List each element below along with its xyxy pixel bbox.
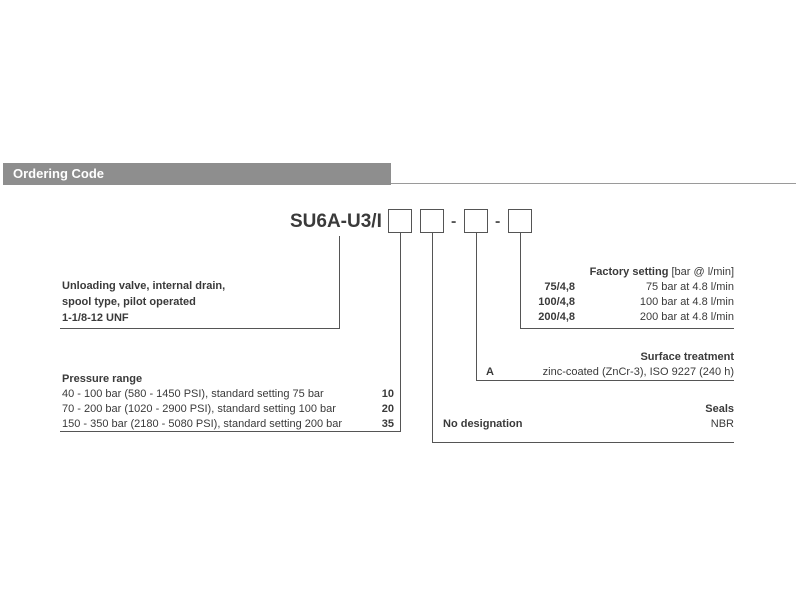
section-title: Ordering Code: [13, 166, 105, 181]
seals-value: NBR: [710, 418, 734, 430]
pressure-option-code: 20: [381, 403, 394, 415]
factory-setting-value: 100 bar at 4.8 l/min: [639, 296, 734, 308]
pressure-option-label: 40 - 100 bar (580 - 1450 PSI), standard setting 75 bar: [62, 388, 324, 400]
pressure-option-label: 70 - 200 bar (1020 - 2900 PSI), standard setting 100 bar: [62, 403, 336, 415]
seals-title: Seals: [705, 403, 734, 415]
code-separator: -: [451, 213, 457, 230]
factory-setting-code: 200/4,8: [538, 311, 575, 323]
surface-treatment-code: A: [486, 366, 494, 378]
code-box-pressure: [388, 209, 412, 233]
code-separator: -: [495, 213, 501, 230]
connector-line: [60, 328, 340, 329]
code-box-factory-setting: [508, 209, 532, 233]
surface-treatment-title: Surface treatment: [640, 351, 734, 363]
seals-designation: No designation: [443, 418, 523, 430]
connector-line: [60, 431, 401, 432]
factory-setting-unit: [bar @ l/min]: [671, 266, 734, 278]
pressure-range-title: Pressure range: [62, 373, 143, 385]
pressure-option-label: 150 - 350 bar (2180 - 5080 PSI), standard setting 200 bar: [62, 418, 343, 430]
connector-line: [432, 233, 433, 442]
factory-setting-header: [520, 265, 734, 279]
connector-line: [400, 233, 401, 431]
header-divider: [391, 183, 796, 184]
pressure-option-code: 10: [381, 388, 394, 400]
factory-setting-value: 200 bar at 4.8 l/min: [639, 311, 734, 323]
pressure-option-code: 35: [381, 418, 394, 430]
valve-description-line: 1-1/8-12 UNF: [62, 312, 129, 324]
surface-treatment-value: zinc-coated (ZnCr-3), ISO 9227 (240 h): [542, 366, 734, 378]
factory-setting-title: Factory setting: [589, 266, 669, 278]
connector-line: [476, 380, 734, 381]
connector-line: [520, 328, 734, 329]
connector-line: [339, 236, 340, 328]
connector-line: [432, 442, 734, 443]
factory-setting-value: 75 bar at 4.8 l/min: [645, 281, 734, 293]
model-code-prefix: SU6A-U3/I: [290, 211, 382, 232]
factory-setting-code: 100/4,8: [538, 296, 575, 308]
factory-setting-code: 75/4,8: [544, 281, 575, 293]
code-box-surface: [464, 209, 488, 233]
valve-description-line: spool type, pilot operated: [62, 296, 196, 308]
valve-description-line: Unloading valve, internal drain,: [62, 280, 226, 292]
connector-line: [476, 233, 477, 380]
code-box-seals: [420, 209, 444, 233]
